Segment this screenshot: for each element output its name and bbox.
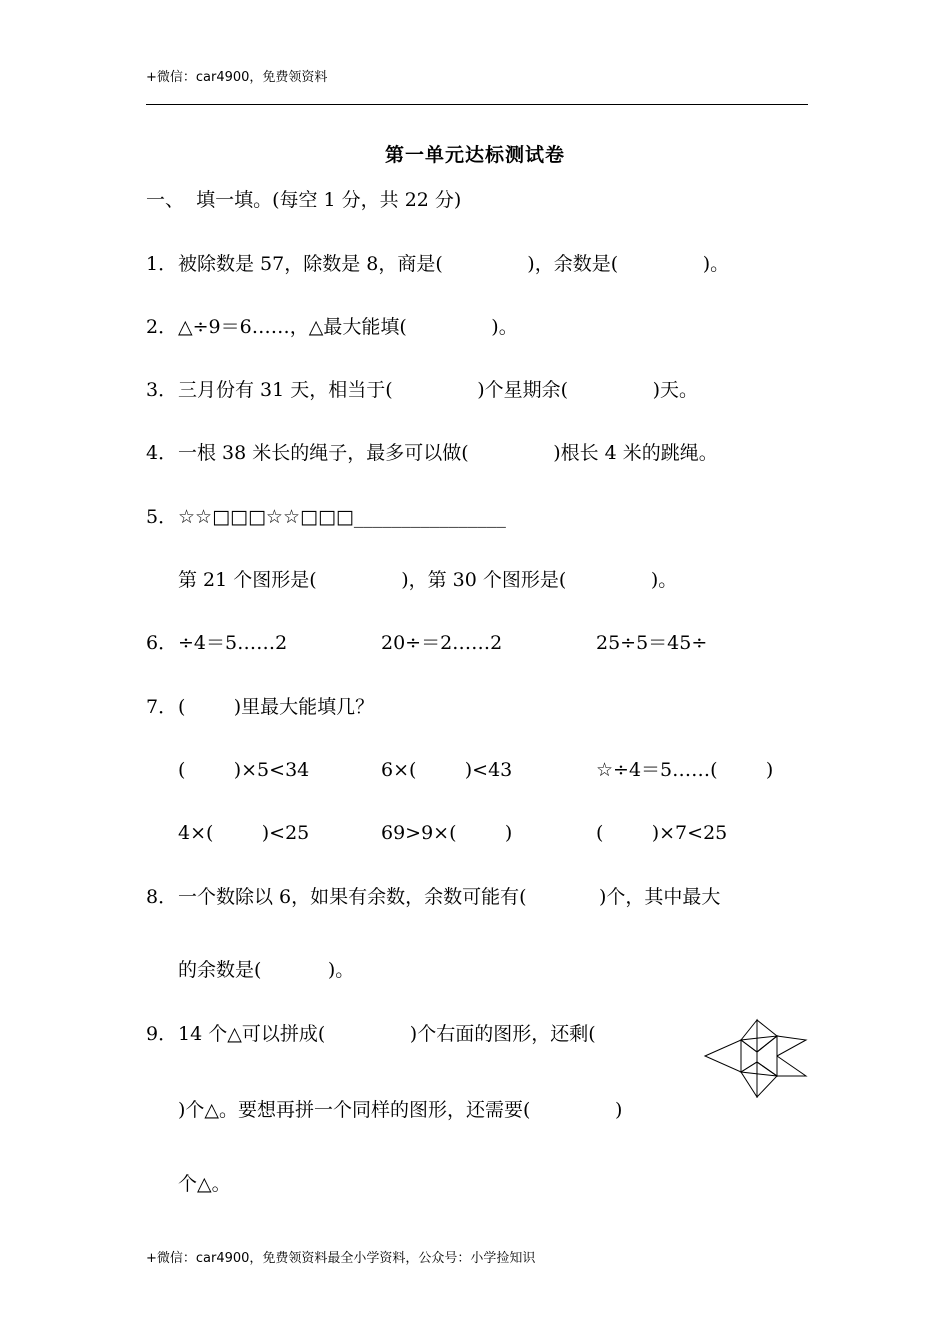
q8-number: 8． — [146, 886, 178, 908]
q6-number: 6． — [146, 632, 178, 654]
q3-number: 3． — [146, 379, 178, 401]
q3-text: 三月份有 31 天，相当于( )个星期余( )天。 — [178, 379, 699, 401]
triangle-lower-inner — [741, 1062, 777, 1076]
triangle-right-upper — [777, 1036, 806, 1056]
q1-text: 被除数是 57，除数是 8，商是( )，余数是( )。 — [178, 253, 730, 275]
q9-subtext-2: 个△。 — [178, 1173, 231, 1195]
header-note: +微信：car4900，免费领资料 — [146, 70, 328, 85]
q4-number: 4． — [146, 442, 178, 464]
q7-r1-a: ( )×5<34 — [178, 759, 310, 781]
q4-text: 一根 38 米长的绳子，最多可以做( )根长 4 米的跳绳。 — [178, 442, 718, 464]
triangle-pattern-figure — [700, 1016, 810, 1098]
q7-text: ( )里最大能填几？ — [178, 696, 375, 718]
q1-number: 1． — [146, 253, 178, 275]
q6-expr-c: 25÷5＝45÷ — [596, 632, 708, 654]
q7-r1-c: ☆÷4＝5……( ) — [596, 759, 774, 781]
q5-number: 5． — [146, 506, 178, 528]
q8-subtext: 的余数是( )。 — [178, 959, 355, 981]
q7-r2-c: ( )×7<25 — [596, 822, 728, 844]
center-rhombus — [757, 1036, 777, 1076]
q9-text: 14 个△可以拼成( )个右面的图形，还剩( — [178, 1023, 596, 1045]
triangle-upper-inner — [741, 1036, 777, 1052]
triangle-left — [705, 1040, 741, 1072]
triangle-top — [741, 1020, 757, 1052]
q2-text: △÷9＝6……，△最大能填( )。 — [178, 316, 518, 338]
q6-expr-b: 20÷＝2……2 — [381, 632, 503, 654]
q6-expr-a: ÷4＝5……2 — [178, 632, 288, 654]
q5-subquestion: 第 21 个图形是( )，第 30 个图形是( )。 — [178, 569, 678, 591]
q8-text: 一个数除以 6，如果有余数，余数可能有( )个，其中最大 — [178, 886, 721, 908]
q7-r2-b: 69>9×( ) — [381, 822, 513, 844]
q7-number: 7． — [146, 696, 178, 718]
triangle-right-lower — [777, 1056, 806, 1076]
q5-sequence: ☆☆□□□☆☆□□□________________ — [178, 506, 506, 528]
q7-r2-a: 4×( )<25 — [178, 822, 310, 844]
q7-r1-b: 6×( )<43 — [381, 759, 513, 781]
triangle-bottom-right — [757, 1062, 777, 1097]
q9-number: 9． — [146, 1023, 178, 1045]
header-divider — [146, 104, 808, 105]
page-title: 第一单元达标测试卷 — [384, 144, 565, 166]
q9-subtext: )个△。要想再拼一个同样的图形，还需要( ) — [178, 1099, 623, 1121]
section-heading: 一、 填一填。(每空 1 分，共 22 分) — [146, 189, 462, 211]
q2-number: 2． — [146, 316, 178, 338]
footer-note: +微信：car4900，免费领资料最全小学资料，公众号：小学捡知识 — [146, 1251, 536, 1266]
